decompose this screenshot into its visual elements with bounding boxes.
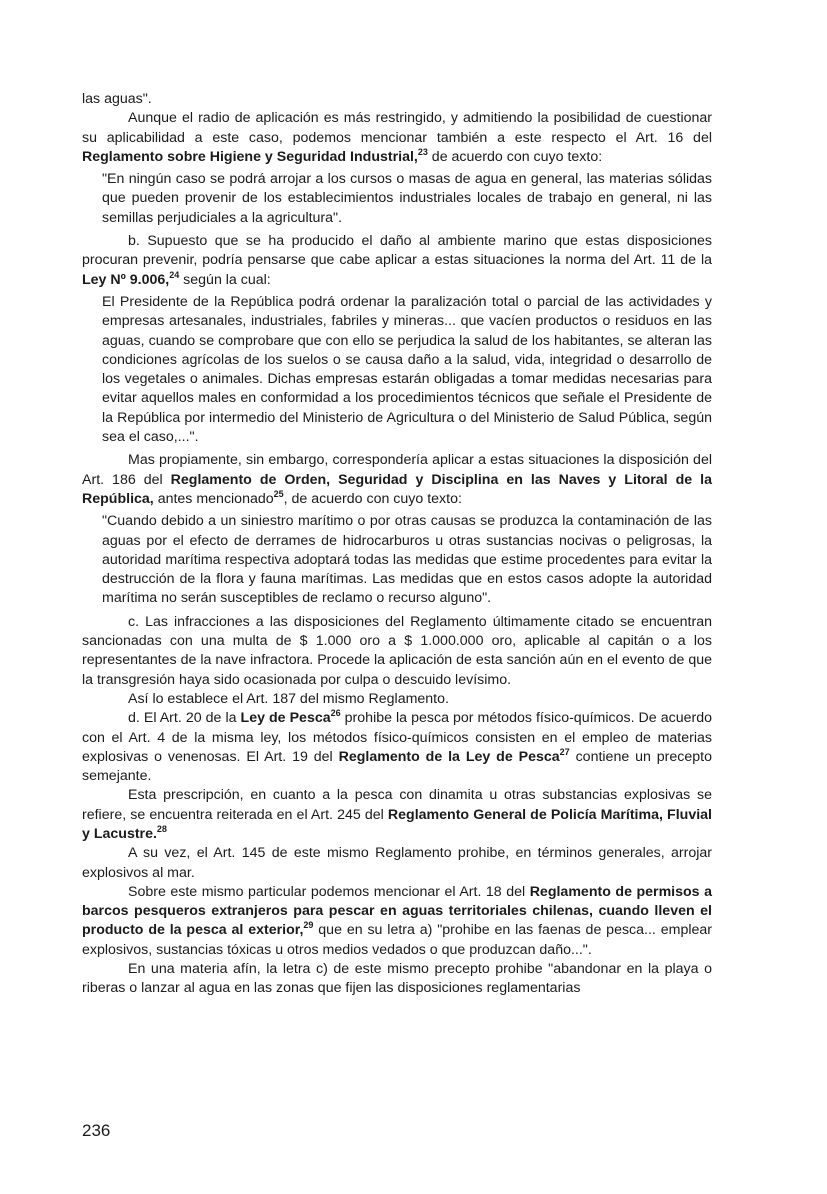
text-run: , de acuerdo con cuyo texto: xyxy=(283,490,462,507)
text-run: A su vez, el Art. 145 de este mismo Reglamento prohibe, en términos generales, arrojar explosivos al mar. xyxy=(82,845,712,881)
paragraph xyxy=(82,709,712,786)
page-body xyxy=(82,90,712,999)
quoted-text xyxy=(82,170,712,228)
text-run: Esta prescripción, en cuanto a la pesca con dinamita u otras substancias explosivas se refiere, se encuentra reiterada en el Art. 245 del xyxy=(82,787,712,823)
text-run: prohibe la pesca por métodos físico-químicos. De acuerdo con el Art. 4 de la misma ley, los métodos físico-químicos consisten en el empleo de materias explosivas o venenosas. El Art. 19 del xyxy=(82,710,712,765)
paragraph xyxy=(82,883,712,960)
bold-title: Reglamento de Orden, Seguridad y Disciplina en las Naves y Litoral de la República, xyxy=(82,471,712,507)
bold-title: Ley de Pesca xyxy=(240,710,331,727)
text-run: "Cuando debido a un siniestro marítimo o por otras causas se produzca la contaminación de las aguas por el efecto de derrames de hidrocarburos u otras sustancias nocivas o peligrosas, la autoridad marítima respectiva adoptará todas las medidas que estime procedentes para evitar la destrucción de la flora y fauna marítimas. Las medidas que en estos casos adopte la autoridad marítima no serán susceptibles de reclamo o recurso alguno". xyxy=(102,513,712,607)
footnote-ref: 26 xyxy=(330,708,341,719)
text-run: Aunque el radio de aplicación es más restringido, y admitiendo la posibilidad de cuestionar su aplicabilidad a este caso, podemos mencionar también a este respecto el Art. 16 del xyxy=(82,110,712,146)
bold-title: Reglamento de permisos a barcos pesqueros extranjeros para pescar en aguas territoriales chilenas, cuando lleven el producto de la pesca al exterior, xyxy=(82,883,712,939)
text-run: Mas propiamente, sin embargo, correspondería aplicar a estas situaciones la disposición del Art. 186 del xyxy=(82,452,712,488)
paragraph xyxy=(82,109,712,167)
text-run: d. El Art. 20 de la xyxy=(128,710,241,727)
footnote-ref: 28 xyxy=(156,823,167,834)
paragraph xyxy=(82,844,712,883)
footnote-ref: 29 xyxy=(303,920,314,931)
text-run: "En ningún caso se podrá arrojar a los cursos o masas de agua en general, las materias sólidas que pueden provenir de los establecimientos industriales locales de trabajo en general, ni las semillas perjudiciales a la agricultura". xyxy=(102,171,712,226)
bold-title: Reglamento General de Policía Marítima, Fluvial y Lacustre. xyxy=(82,806,712,842)
paragraph xyxy=(82,690,712,709)
footnote-ref: 24 xyxy=(169,269,180,280)
page-number: 236 xyxy=(82,1121,111,1140)
text-run: antes mencionado xyxy=(153,490,274,507)
bold-title: Reglamento sobre Higiene y Seguridad Industrial, xyxy=(82,148,418,165)
paragraph xyxy=(82,451,712,509)
footnote-ref: 27 xyxy=(559,746,570,757)
paragraph xyxy=(82,232,712,290)
paragraph xyxy=(82,90,712,109)
text-run: las aguas". xyxy=(82,91,152,107)
text-run: En una materia afín, la letra c) de este mismo precepto prohibe "abandonar en la playa o riberas o lanzar al agua en las zonas que fijen las disposiciones reglamentarias xyxy=(82,961,712,997)
text-run: Así lo establece el Art. 187 del mismo Reglamento. xyxy=(128,690,449,707)
footnote-ref: 23 xyxy=(417,146,428,157)
text-run: Sobre este mismo particular podemos mencionar el Art. 18 del xyxy=(128,883,530,900)
bold-title: Ley Nº 9.006, xyxy=(82,271,170,288)
text-run: El Presidente de la República podrá ordenar la paralización total o parcial de las actividades y empresas artesanales, industriales, fabriles y mineras... que vacíen productos o residuos en las aguas, cuando se comprobare que con ello se perjudica la salud de los habitantes, se alteran las condiciones agrícolas de los suelos o se causa daño a la salud, vida, integridad o desarrollo de los vegetales o animales. Dichas empresas estarán obligadas a tomar medidas necesarias para evitar aquellos males en conformidad a los procedimientos técnicos que señale el Presidente de la República por intermedio del Ministerio de Agricultura o del Ministerio de Salud Pública, según sea el caso,...". xyxy=(102,293,712,446)
footnote-ref: 25 xyxy=(273,488,284,499)
paragraph xyxy=(82,613,712,690)
text-run: b. Supuesto que se ha producido el daño al ambiente marino que estas disposiciones procuran prevenir, podría pensarse que cabe aplicar a estas situaciones la norma del Art. 11 de la xyxy=(82,233,712,269)
bold-title: Reglamento de la Ley de Pesca xyxy=(338,748,560,765)
text-run: según la cual: xyxy=(179,271,271,288)
text-run: de acuerdo con cuyo texto: xyxy=(427,148,603,165)
text-run: contiene un precepto semejante. xyxy=(82,748,713,785)
paragraph xyxy=(82,960,712,999)
text-run: que en su letra a) "prohibe en las faenas de pesca... emplear explosivos, sustancias tóxicas u otros medios vedados o que produzcan daño...". xyxy=(82,922,712,958)
text-run: c. Las infracciones a las disposiciones del Reglamento últimamente citado se encuentran sancionadas con una multa de $ 1.000 oro a $ 1.000.000 oro, aplicable al capitán o a los representantes de la nave infractora. Procede la aplicación de esta sanción aún en el evento de que la transgresión haya sido ocasionada por culpa o descuido levísimo. xyxy=(82,613,712,688)
quoted-text xyxy=(82,512,712,608)
quoted-text xyxy=(82,293,712,447)
paragraph xyxy=(82,786,712,844)
